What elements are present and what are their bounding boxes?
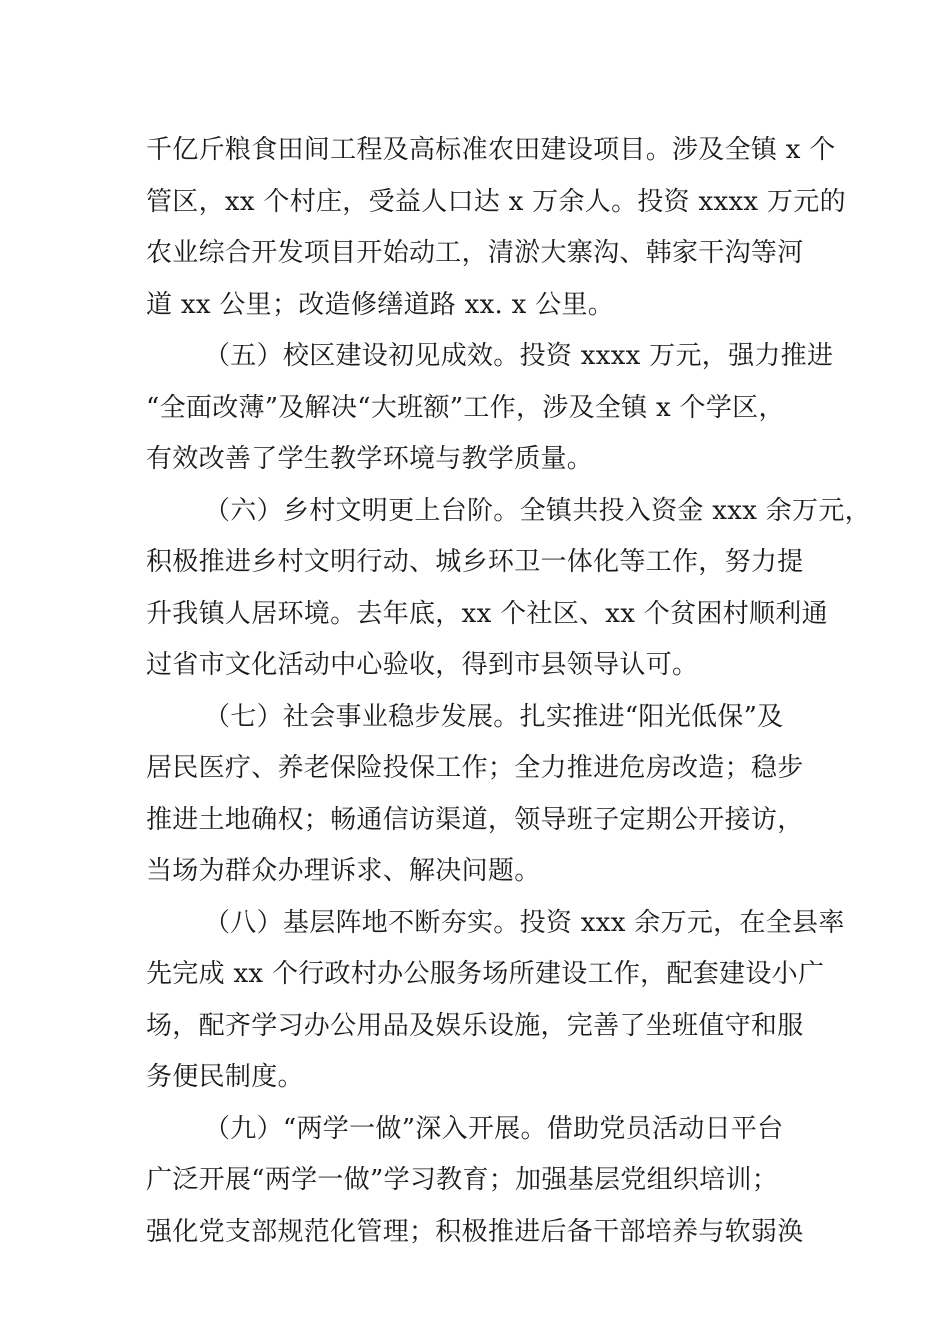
text-line: 管区，xx 个村庄，受益人口达 x 万余人。投资 xxxx 万元的 <box>146 186 846 217</box>
paragraph-heading-line: （七）社会事业稳步发展。扎实推进“阳光低保”及 <box>204 701 784 732</box>
text-line: 广泛开展“两学一做”学习教育；加强基层党组织培训； <box>146 1165 779 1195</box>
text-line: 场，配齐学习办公用品及娱乐设施，完善了坐班值守和服 <box>146 1010 804 1041</box>
text-line: 千亿斤粮食田间工程及高标准农田建设项目。涉及全镇 x 个 <box>146 135 836 165</box>
document-body <box>146 125 871 1258</box>
paragraph-heading-line: （九）“两学一做”深入开展。借助党员活动日平台 <box>204 1113 784 1144</box>
text-line: 升我镇人居环境。去年底，xx 个社区、xx 个贫困村顺利通 <box>146 598 828 629</box>
text-line: 务便民制度。 <box>146 1062 304 1092</box>
text-line: 积极推进乡村文明行动、城乡环卫一体化等工作，努力提 <box>146 547 804 577</box>
text-line: 强化党支部规范化管理；积极推进后备干部培养与软弱涣 <box>146 1216 804 1247</box>
text-line: 居民医疗、养老保险投保工作；全力推进危房改造；稳步 <box>146 753 804 783</box>
text-line: “全面改薄”及解决“大班额”工作，涉及全镇 x 个学区， <box>146 392 785 423</box>
text-line: 农业综合开发项目开始动工，清淤大寨沟、韩家干沟等河 <box>146 238 804 268</box>
text-line: 有效改善了学生教学环境与教学质量。 <box>146 444 594 474</box>
paragraph-heading-line: （八）基层阵地不断夯实。投资 xxx 余万元，在全县率 <box>204 907 845 938</box>
paragraph-heading-line: （五）校区建设初见成效。投资 xxxx 万元，强力推进 <box>204 341 834 371</box>
text-line: 过省市文化活动中心验收，得到市县领导认可。 <box>146 650 699 680</box>
text-line: 当场为群众办理诉求、解决问题。 <box>146 856 541 886</box>
paragraph-heading-line: （六）乡村文明更上台阶。全镇共投入资金 xxx 余万元， <box>204 495 871 526</box>
text-line: 推进土地确权；畅通信访渠道，领导班子定期公开接访， <box>146 804 804 835</box>
text-line: 道 xx 公里；改造修缮道路 xx. x 公里。 <box>146 289 615 320</box>
text-line: 先完成 xx 个行政村办公服务场所建设工作，配套建设小广 <box>146 959 825 989</box>
